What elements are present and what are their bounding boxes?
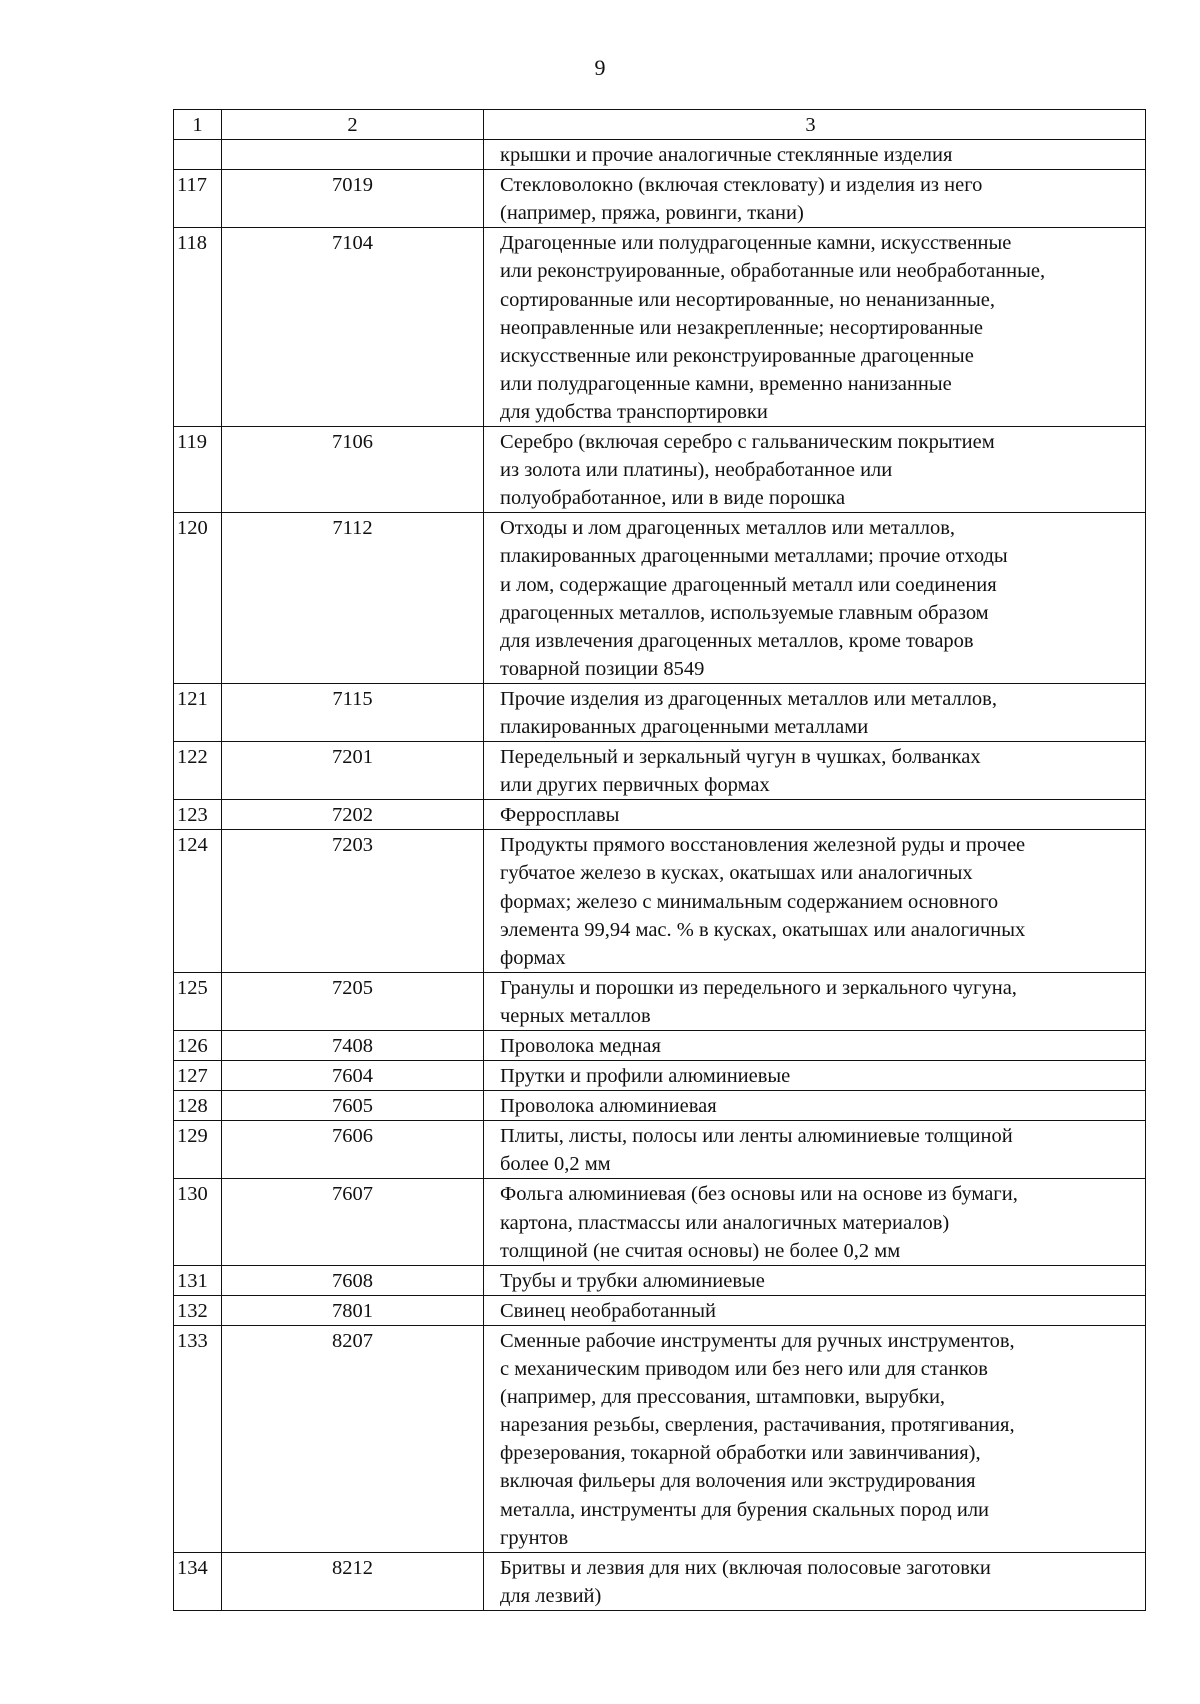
row-number-cell — [174, 140, 222, 170]
row-number-cell: 132 — [174, 1295, 222, 1325]
row-number-cell: 118 — [174, 228, 222, 427]
column-header-1: 1 — [174, 110, 222, 140]
table-row — [174, 1031, 1146, 1061]
table-row — [174, 1091, 1146, 1121]
tn-ved-code-cell: 7202 — [222, 800, 484, 830]
goods-description-cell: Серебро (включая серебро с гальваническим покрытием из золота или платины), необработанное или полуобработанное, или в виде порошка — [484, 427, 1146, 513]
goods-description-cell: Бритвы и лезвия для них (включая полосовые заготовки для лезвий) — [484, 1552, 1146, 1610]
row-number-cell: 133 — [174, 1325, 222, 1552]
table-row — [174, 972, 1146, 1030]
goods-description-cell: Отходы и лом драгоценных металлов или металлов, плакированных драгоценными металлами; прочие отходы и лом, содержащие драгоценный металл или соединения драгоценных металлов, используемые главным образом для извлечения драгоценных металлов, кроме товаров товарной позиции 8549 — [484, 513, 1146, 684]
tn-ved-code-cell: 8207 — [222, 1325, 484, 1552]
row-number-cell: 120 — [174, 513, 222, 684]
tn-ved-code-cell: 7019 — [222, 170, 484, 228]
tn-ved-code-cell: 7205 — [222, 972, 484, 1030]
column-header-2: 2 — [222, 110, 484, 140]
tn-ved-code-cell: 7115 — [222, 683, 484, 741]
row-number-cell: 121 — [174, 683, 222, 741]
row-number-cell: 119 — [174, 427, 222, 513]
table-row — [174, 830, 1146, 972]
goods-description-cell: крышки и прочие аналогичные стеклянные изделия — [484, 140, 1146, 170]
table-row — [174, 742, 1146, 800]
tn-ved-code-cell: 7604 — [222, 1061, 484, 1091]
page-number: 9 — [594, 55, 606, 80]
tn-ved-code-cell: 7112 — [222, 513, 484, 684]
table-row — [174, 170, 1146, 228]
row-number-cell: 124 — [174, 830, 222, 972]
table-row — [174, 800, 1146, 830]
goods-description-cell: Прочие изделия из драгоценных металлов или металлов, плакированных драгоценными металлами — [484, 683, 1146, 741]
goods-description-cell: Свинец необработанный — [484, 1295, 1146, 1325]
goods-description-cell: Ферросплавы — [484, 800, 1146, 830]
row-number-cell: 125 — [174, 972, 222, 1030]
table-body — [174, 110, 1146, 1611]
tn-ved-code-cell: 7606 — [222, 1121, 484, 1179]
goods-description-cell: Стекловолокно (включая стекловату) и изделия из него (например, пряжа, ровинги, ткани) — [484, 170, 1146, 228]
row-number-cell: 123 — [174, 800, 222, 830]
table-header-row — [174, 110, 1146, 140]
tn-ved-code-cell: 7203 — [222, 830, 484, 972]
goods-table — [173, 109, 1146, 1611]
row-number-cell: 117 — [174, 170, 222, 228]
tn-ved-code-cell: 7801 — [222, 1295, 484, 1325]
row-number-cell: 134 — [174, 1552, 222, 1610]
goods-description-cell: Трубы и трубки алюминиевые — [484, 1265, 1146, 1295]
row-number-cell: 127 — [174, 1061, 222, 1091]
table-row — [174, 1121, 1146, 1179]
goods-description-cell: Прутки и профили алюминиевые — [484, 1061, 1146, 1091]
goods-description-cell: Проволока алюминиевая — [484, 1091, 1146, 1121]
column-header-3: 3 — [484, 110, 1146, 140]
goods-description-cell: Плиты, листы, полосы или ленты алюминиевые толщиной более 0,2 мм — [484, 1121, 1146, 1179]
table-row — [174, 1179, 1146, 1265]
tn-ved-code-cell: 7106 — [222, 427, 484, 513]
goods-description-cell: Передельный и зеркальный чугун в чушках, болванках или других первичных формах — [484, 742, 1146, 800]
goods-description-cell: Фольга алюминиевая (без основы или на основе из бумаги, картона, пластмассы или аналогичных материалов) толщиной (не считая основы) не более 0,2 мм — [484, 1179, 1146, 1265]
tn-ved-code-cell: 7104 — [222, 228, 484, 427]
table-row — [174, 513, 1146, 684]
table-row — [174, 1265, 1146, 1295]
table-row — [174, 228, 1146, 427]
table-row — [174, 1325, 1146, 1552]
row-number-cell: 128 — [174, 1091, 222, 1121]
table-row — [174, 683, 1146, 741]
goods-description-cell: Сменные рабочие инструменты для ручных инструментов, с механическим приводом или без него или для станков (например, для прессования, штамповки, вырубки, нарезания резьбы, сверления, растачивания, протягивания, фрезерования, токарной обработки или завинчивания), включая фильеры для волочения или экструдирования металла, инструменты для бурения скальных пород или грунтов — [484, 1325, 1146, 1552]
tn-ved-code-cell — [222, 140, 484, 170]
goods-description-cell: Гранулы и порошки из передельного и зеркального чугуна, черных металлов — [484, 972, 1146, 1030]
table-row — [174, 1295, 1146, 1325]
goods-description-cell: Драгоценные или полудрагоценные камни, искусственные или реконструированные, обработанные или необработанные, сортированные или несортированные, но ненанизанные, неоправленные или незакрепленные; несортированные искусственные или реконструированные драгоценные или полудрагоценные камни, временно нанизанные для удобства транспортировки — [484, 228, 1146, 427]
row-number-cell: 130 — [174, 1179, 222, 1265]
tn-ved-code-cell: 7608 — [222, 1265, 484, 1295]
table-row — [174, 1552, 1146, 1610]
table-row — [174, 140, 1146, 170]
table-row — [174, 427, 1146, 513]
row-number-cell: 122 — [174, 742, 222, 800]
row-number-cell: 131 — [174, 1265, 222, 1295]
row-number-cell: 129 — [174, 1121, 222, 1179]
tn-ved-code-cell: 7201 — [222, 742, 484, 800]
tn-ved-code-cell: 7607 — [222, 1179, 484, 1265]
tn-ved-code-cell: 7605 — [222, 1091, 484, 1121]
row-number-cell: 126 — [174, 1031, 222, 1061]
goods-description-cell: Продукты прямого восстановления железной руды и прочее губчатое железо в кусках, окатышах или аналогичных формах; железо с минимальным содержанием основного элемента 99,94 мас. % в кусках, окатышах или аналогичных формах — [484, 830, 1146, 972]
table-row — [174, 1061, 1146, 1091]
goods-description-cell: Проволока медная — [484, 1031, 1146, 1061]
tn-ved-code-cell: 7408 — [222, 1031, 484, 1061]
tn-ved-code-cell: 8212 — [222, 1552, 484, 1610]
